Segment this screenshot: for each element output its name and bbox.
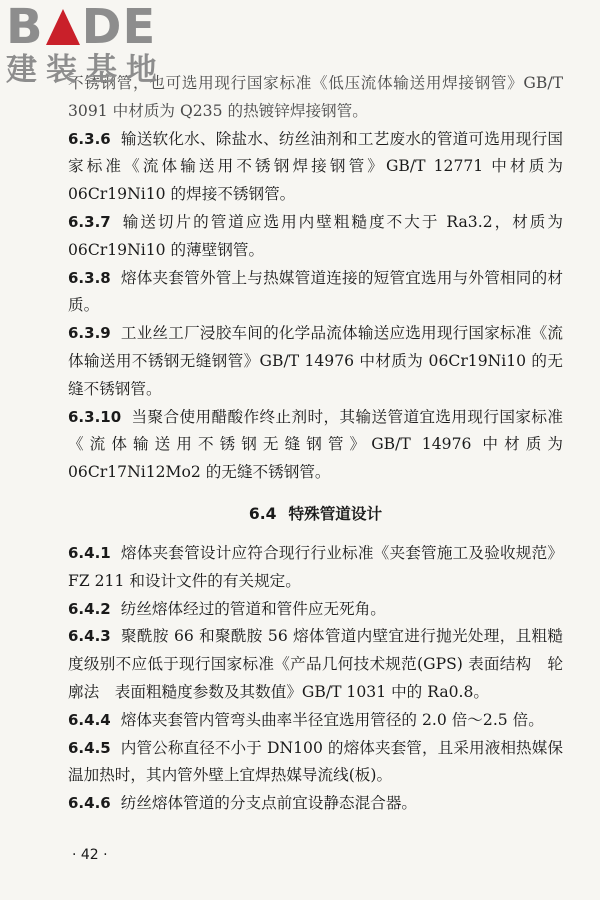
clause-text: 内管公称直径不小于 DN100 的熔体夹套管，且采用液相热媒保温加热时，其内管外壁上宜焊热媒导流线(板)。 [68,738,563,785]
watermark-a-triangle-icon [46,9,80,45]
clause-text: 当聚合使用醋酸作终止剂时，其输送管道宜选用现行国家标准《流体输送用不锈钢无缝钢管》GB/T 14976 中材质为 06Cr17Ni12Mo2 的无缝不锈钢管。 [68,407,563,482]
watermark-brand [6,0,181,55]
clause-6-3-7 [68,209,563,265]
clause-number: 6.3.8 [68,268,111,287]
clause-number: 6.4.5 [68,738,111,757]
watermark-logo [6,2,181,88]
clause-text: 不锈钢管，也可选用现行国家标准《低压流体输送用焊接钢管》GB/T 3091 中材质为 Q235 的热镀锌焊接钢管。 [68,74,563,120]
clause-text: 工业丝工厂浸胶车间的化学品流体输送应选用现行国家标准《流体输送用不锈钢无缝钢管》GB/T 14976 中材质为 06Cr19Ni10 的无缝不锈钢管。 [68,324,563,398]
clause-number: 6.3.7 [68,212,111,231]
clause-number: 6.3.9 [68,324,111,343]
clause-text: 聚酰胺 66 和聚酰胺 56 熔体管道内壁宜进行抛光处理，且粗糙度级别不应低于现行国家标准《产品几何技术规范(GPS) 表面结构 轮廓法 表面粗糙度参数及其数值》GB/T 1031 中的 Ra0.8。 [68,627,563,701]
clause-6-3-6 [68,126,563,209]
watermark-subtitle: 建装基地 [6,52,166,88]
clause-6-4-1 [68,540,563,596]
clause-6-4-2 [68,596,563,624]
watermark-brand-suffix: DE [81,0,157,55]
clause-number: 6.3.6 [68,129,111,148]
clause-number: 6.3.10 [68,407,122,426]
clause-6-4-5 [68,735,563,791]
page-number: · 42 · [72,847,108,863]
clause-text: 熔体夹套管外管上与热媒管道连接的短管宜选用与外管相同的材质。 [68,268,563,315]
clause-text: 输送切片的管道应选用内壁粗糙度不大于 Ra3.2，材质为 06Cr19Ni10 的薄壁钢管。 [68,212,563,259]
section-title-text: 特殊管道设计 [288,504,383,523]
clause-number: 6.4.2 [68,599,111,618]
section-heading [68,504,563,524]
clause-6-3-9 [68,320,563,403]
clause-number: 6.4.1 [68,543,111,562]
section-number: 6.4 [248,504,277,523]
clause-text: 纺丝熔体经过的管道和管件应无死角。 [120,599,386,618]
clause-6-4-3 [68,623,563,706]
document-page [68,70,563,818]
clause-6-4-4 [68,707,563,735]
clause-text: 熔体夹套管内管弯头曲率半径宜选用管径的 2.0 倍～2.5 倍。 [120,710,544,729]
clause-text: 纺丝熔体管道的分支点前宜设静态混合器。 [120,794,418,813]
clause-number: 6.4.4 [68,710,111,729]
clause-text: 熔体夹套管设计应符合现行行业标准《夹套管施工及验收规范》FZ 211 和设计文件的有关规定。 [68,543,563,590]
clause-6-3-10 [68,404,563,487]
clause-number: 6.4.6 [68,794,111,813]
clause-6-4-6 [68,790,563,818]
clause-number: 6.4.3 [68,627,111,646]
clause-6-3-8 [68,265,563,321]
watermark-brand-prefix: B [6,0,44,55]
clause-text: 输送软化水、除盐水、纺丝油剂和工艺废水的管道可选用现行国家标准《流体输送用不锈钢焊接钢管》GB/T 12771 中材质为 06Cr19Ni10 的焊接不锈钢管。 [68,129,563,204]
